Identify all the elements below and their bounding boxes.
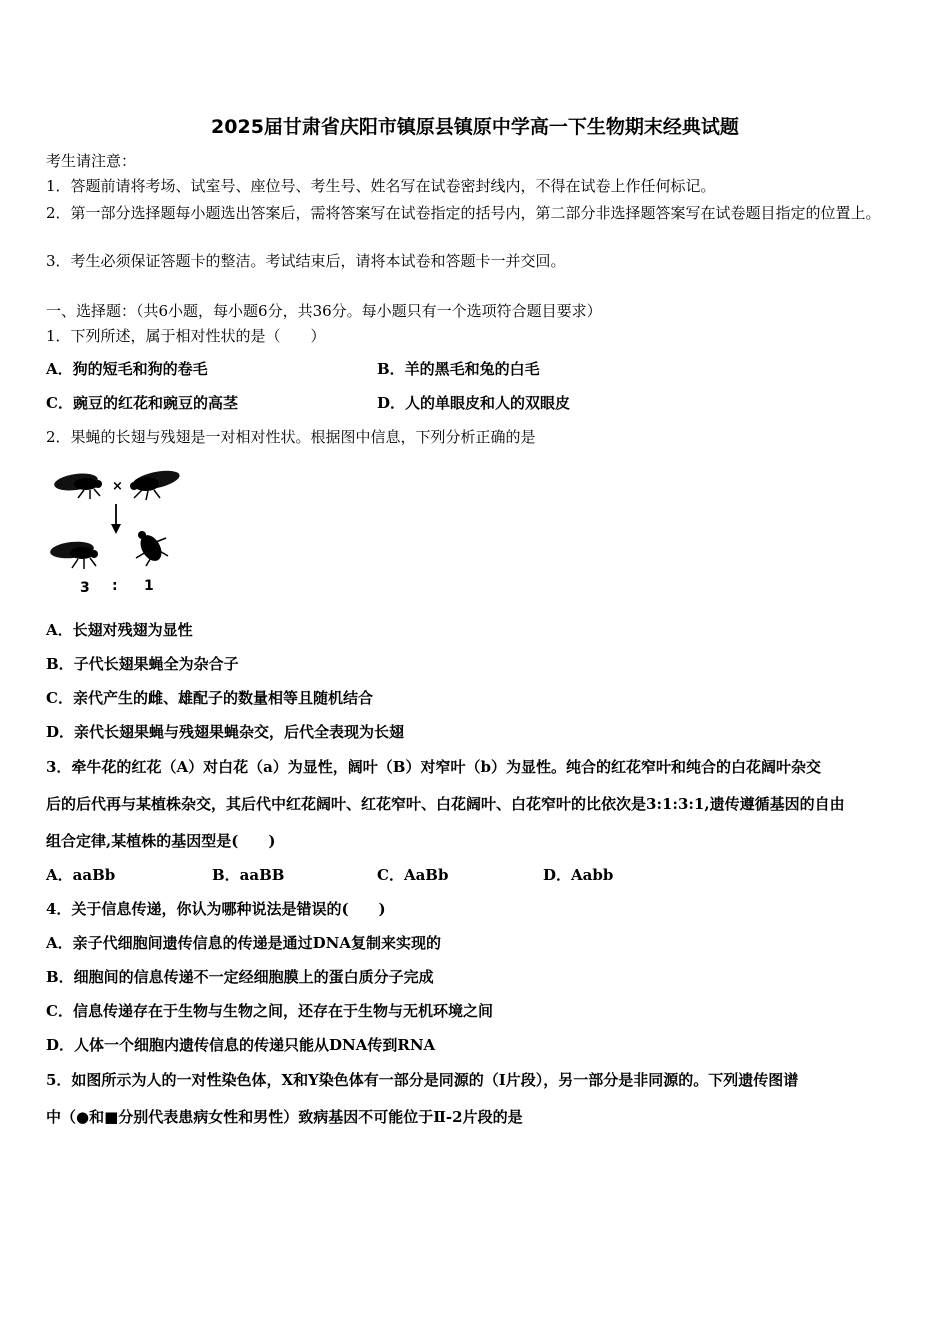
q1-option-c: C．豌豆的红花和豌豆的高茎: [46, 394, 238, 412]
q1-option-b: B．羊的黑毛和兔的白毛: [377, 360, 540, 378]
q2-option-d: D．亲代长翅果蝇与残翅果蝇杂交，后代全表现为长翅: [46, 723, 405, 741]
down-arrow-icon: [111, 504, 121, 534]
question-2-stem: 2．果蝇的长翅与残翅是一对相对性状。根据图中信息，下列分析正确的是: [46, 428, 536, 446]
ratio-right: 1: [144, 578, 154, 594]
question-3-stem-line-3: 组合定律,某植株的基因型是( ): [46, 832, 276, 850]
question-1-stem: 1．下列所述，属于相对性状的是（ ）: [46, 327, 326, 345]
ratio-separator: :: [112, 578, 118, 594]
page-title: 2025届甘肃省庆阳市镇原县镇原中学高一下生物期末经典试题: [211, 116, 739, 138]
q4-option-a: A．亲子代细胞间遗传信息的传递是通过DNA复制来实现的: [46, 934, 441, 952]
offspring-long-wing-fly-icon: [49, 540, 98, 569]
q2-option-a: A．长翅对残翅为显性: [46, 621, 193, 639]
q1-option-d: D．人的单眼皮和人的双眼皮: [377, 394, 571, 412]
parent-long-wing-fly-icon: [130, 467, 181, 500]
q3-option-c: C．AaBb: [377, 866, 449, 884]
section-heading: 一、选择题：（共6小题，每小题6分，共36分。每小题只有一个选项符合题目要求）: [46, 302, 602, 320]
notice-item-1: 1．答题前请将考场、试室号、座位号、考生号、姓名写在试卷密封线内，不得在试卷上作任何标记。: [46, 177, 716, 195]
parent-long-wing-fly-icon: [53, 471, 102, 499]
q2-option-c: C．亲代产生的雌、雄配子的数量相等且随机结合: [46, 689, 373, 707]
q2-option-b: B．子代长翅果蝇全为杂合子: [46, 655, 239, 673]
q4-option-b: B．细胞间的信息传递不一定经细胞膜上的蛋白质分子完成: [46, 968, 434, 986]
offspring-vestigial-wing-fly-icon: [136, 531, 168, 566]
notice-heading: 考生请注意：: [46, 152, 137, 170]
question-3-stem-line-2: 后的后代再与某植株杂交，其后代中红花阔叶、红花窄叶、白花阔叶、白花窄叶的比依次是3:1:3:1,遗传遵循基因的自由: [46, 795, 845, 813]
q4-option-c: C．信息传递存在于生物与生物之间，还存在于生物与无机环境之间: [46, 1002, 493, 1020]
question-5-stem-line-1: 5．如图所示为人的一对性染色体，X和Y染色体有一部分是同源的（Ⅰ片段），另一部分是非同源的。下列遗传图谱: [46, 1071, 799, 1089]
cross-symbol: ×: [112, 479, 123, 494]
notice-item-2: 2．第一部分选择题每小题选出答案后，需将答案写在试卷指定的括号内，第二部分非选择题答案写在试卷题目指定的位置上。: [46, 204, 881, 222]
q3-option-b: B．aaBB: [212, 866, 285, 884]
question-4-stem: 4．关于信息传递，你认为哪种说法是错误的( ): [46, 900, 386, 918]
notice-item-3: 3．考生必须保证答题卡的整洁。考试结束后，请将本试卷和答题卡一并交回。: [46, 252, 566, 270]
q1-option-a: A．狗的短毛和狗的卷毛: [46, 360, 208, 378]
question-3-stem-line-1: 3．牵牛花的红花（A）对白花（a）为显性，阔叶（B）对窄叶（b）为显性。纯合的红花窄叶和纯合的白花阔叶杂交: [46, 758, 821, 776]
ratio-left: 3: [80, 580, 90, 596]
q3-option-d: D．Aabb: [543, 866, 614, 884]
question-5-stem-line-2: 中（●和■分别代表患病女性和男性）致病基因不可能位于Ⅱ-2片段的是: [46, 1108, 523, 1126]
fruit-fly-cross-figure: [46, 462, 196, 602]
q4-option-d: D．人体一个细胞内遗传信息的传递只能从DNA传到RNA: [46, 1036, 436, 1054]
q3-option-a: A．aaBb: [46, 866, 116, 884]
